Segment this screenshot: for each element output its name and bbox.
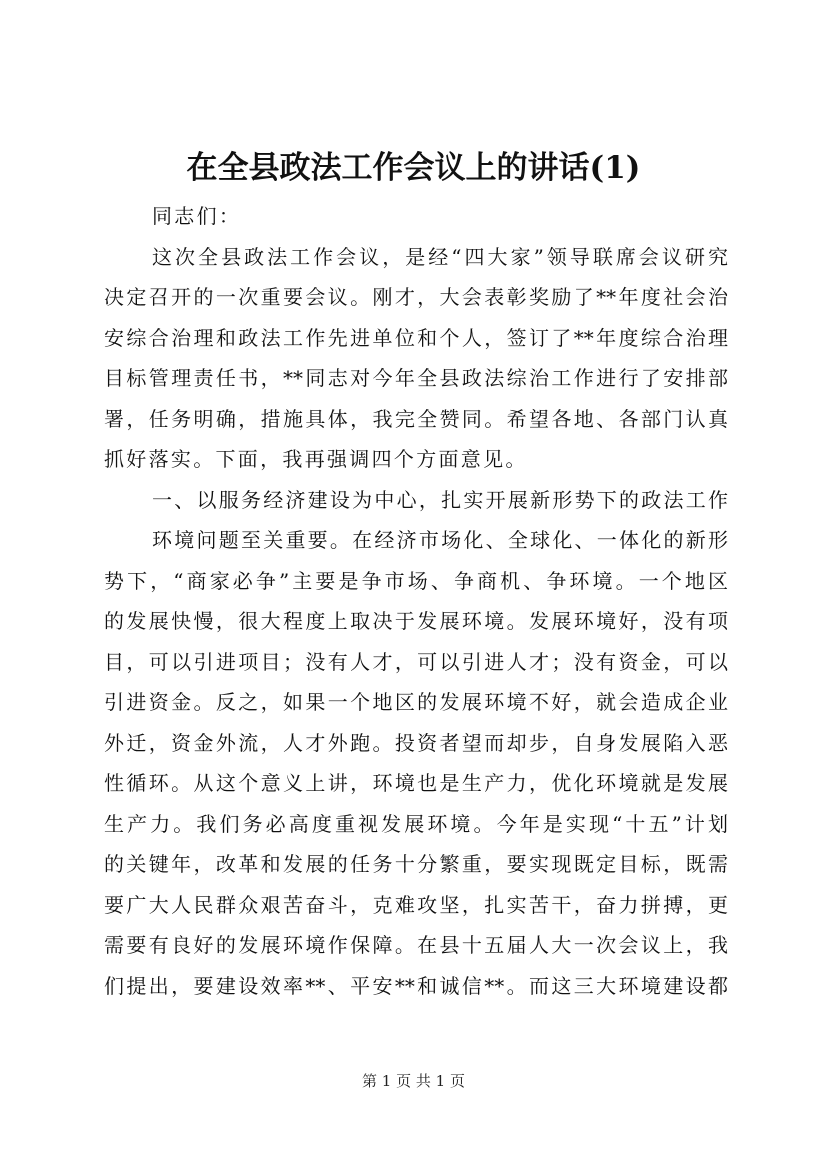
text-line: 们提出，要建设效率**、平安**和诚信**。而这三大环境建设都 [104, 973, 728, 998]
text-line: 外迁，资金外流，人才外跑。投资者望而却步，自身发展陷入恶 [104, 730, 728, 755]
text-line: 生产力。我们务必高度重视发展环境。今年是实现“十五”计划 [104, 811, 728, 836]
text-line: 势下，“商家必争”主要是争市场、争商机、争环境。一个地区 [104, 568, 728, 593]
text-line: 的发展快慢，很大程度上取决于发展环境。发展环境好，没有项 [104, 609, 728, 633]
text-line: 引进资金。反之，如果一个地区的发展环境不好，就会造成企业 [104, 690, 728, 714]
text-line: 这次全县政法工作会议，是经“四大家”领导联席会议研究 [152, 244, 728, 269]
text-line: 目标管理责任书，**同志对今年全县政法综治工作进行了安排部 [104, 366, 728, 390]
text-line: 要广大人民群众艰苦奋斗，克难攻坚，扎实苦干，奋力拼搏，更 [104, 892, 728, 917]
text-line: 的关键年，改革和发展的任务十分繁重，要实现既定目标，既需 [104, 852, 728, 876]
document-body [104, 196, 728, 1006]
text-line: 目，可以引进项目；没有人才，可以引进人才；没有资金，可以 [104, 649, 728, 674]
section-heading: 一、以服务经济建设为中心，扎实开展新形势下的政法工作 [152, 487, 728, 512]
document-title: 在全县政法工作会议上的讲话(1) [186, 150, 641, 186]
text-line: 环境问题至关重要。在经济市场化、全球化、一体化的新形 [152, 528, 728, 552]
text-line: 抓好落实。下面，我再强调四个方面意见。 [104, 447, 528, 471]
text-line: 署，任务明确，措施具体，我完全赞同。希望各地、各部门认真 [104, 406, 728, 431]
text-line: 同志们： [152, 204, 242, 228]
text-line: 决定召开的一次重要会议。刚才，大会表彰奖励了**年度社会治 [104, 285, 728, 309]
text-line: 需要有良好的发展环境作保障。在县十五届人大一次会议上，我 [104, 933, 728, 957]
text-line: 性循环。从这个意义上讲，环境也是生产力，优化环境就是发展 [104, 771, 728, 795]
page-footer: 第 1 页 共 1 页 [362, 1072, 465, 1090]
text-line: 安综合治理和政法工作先进单位和个人，签订了**年度综合治理 [104, 325, 728, 350]
